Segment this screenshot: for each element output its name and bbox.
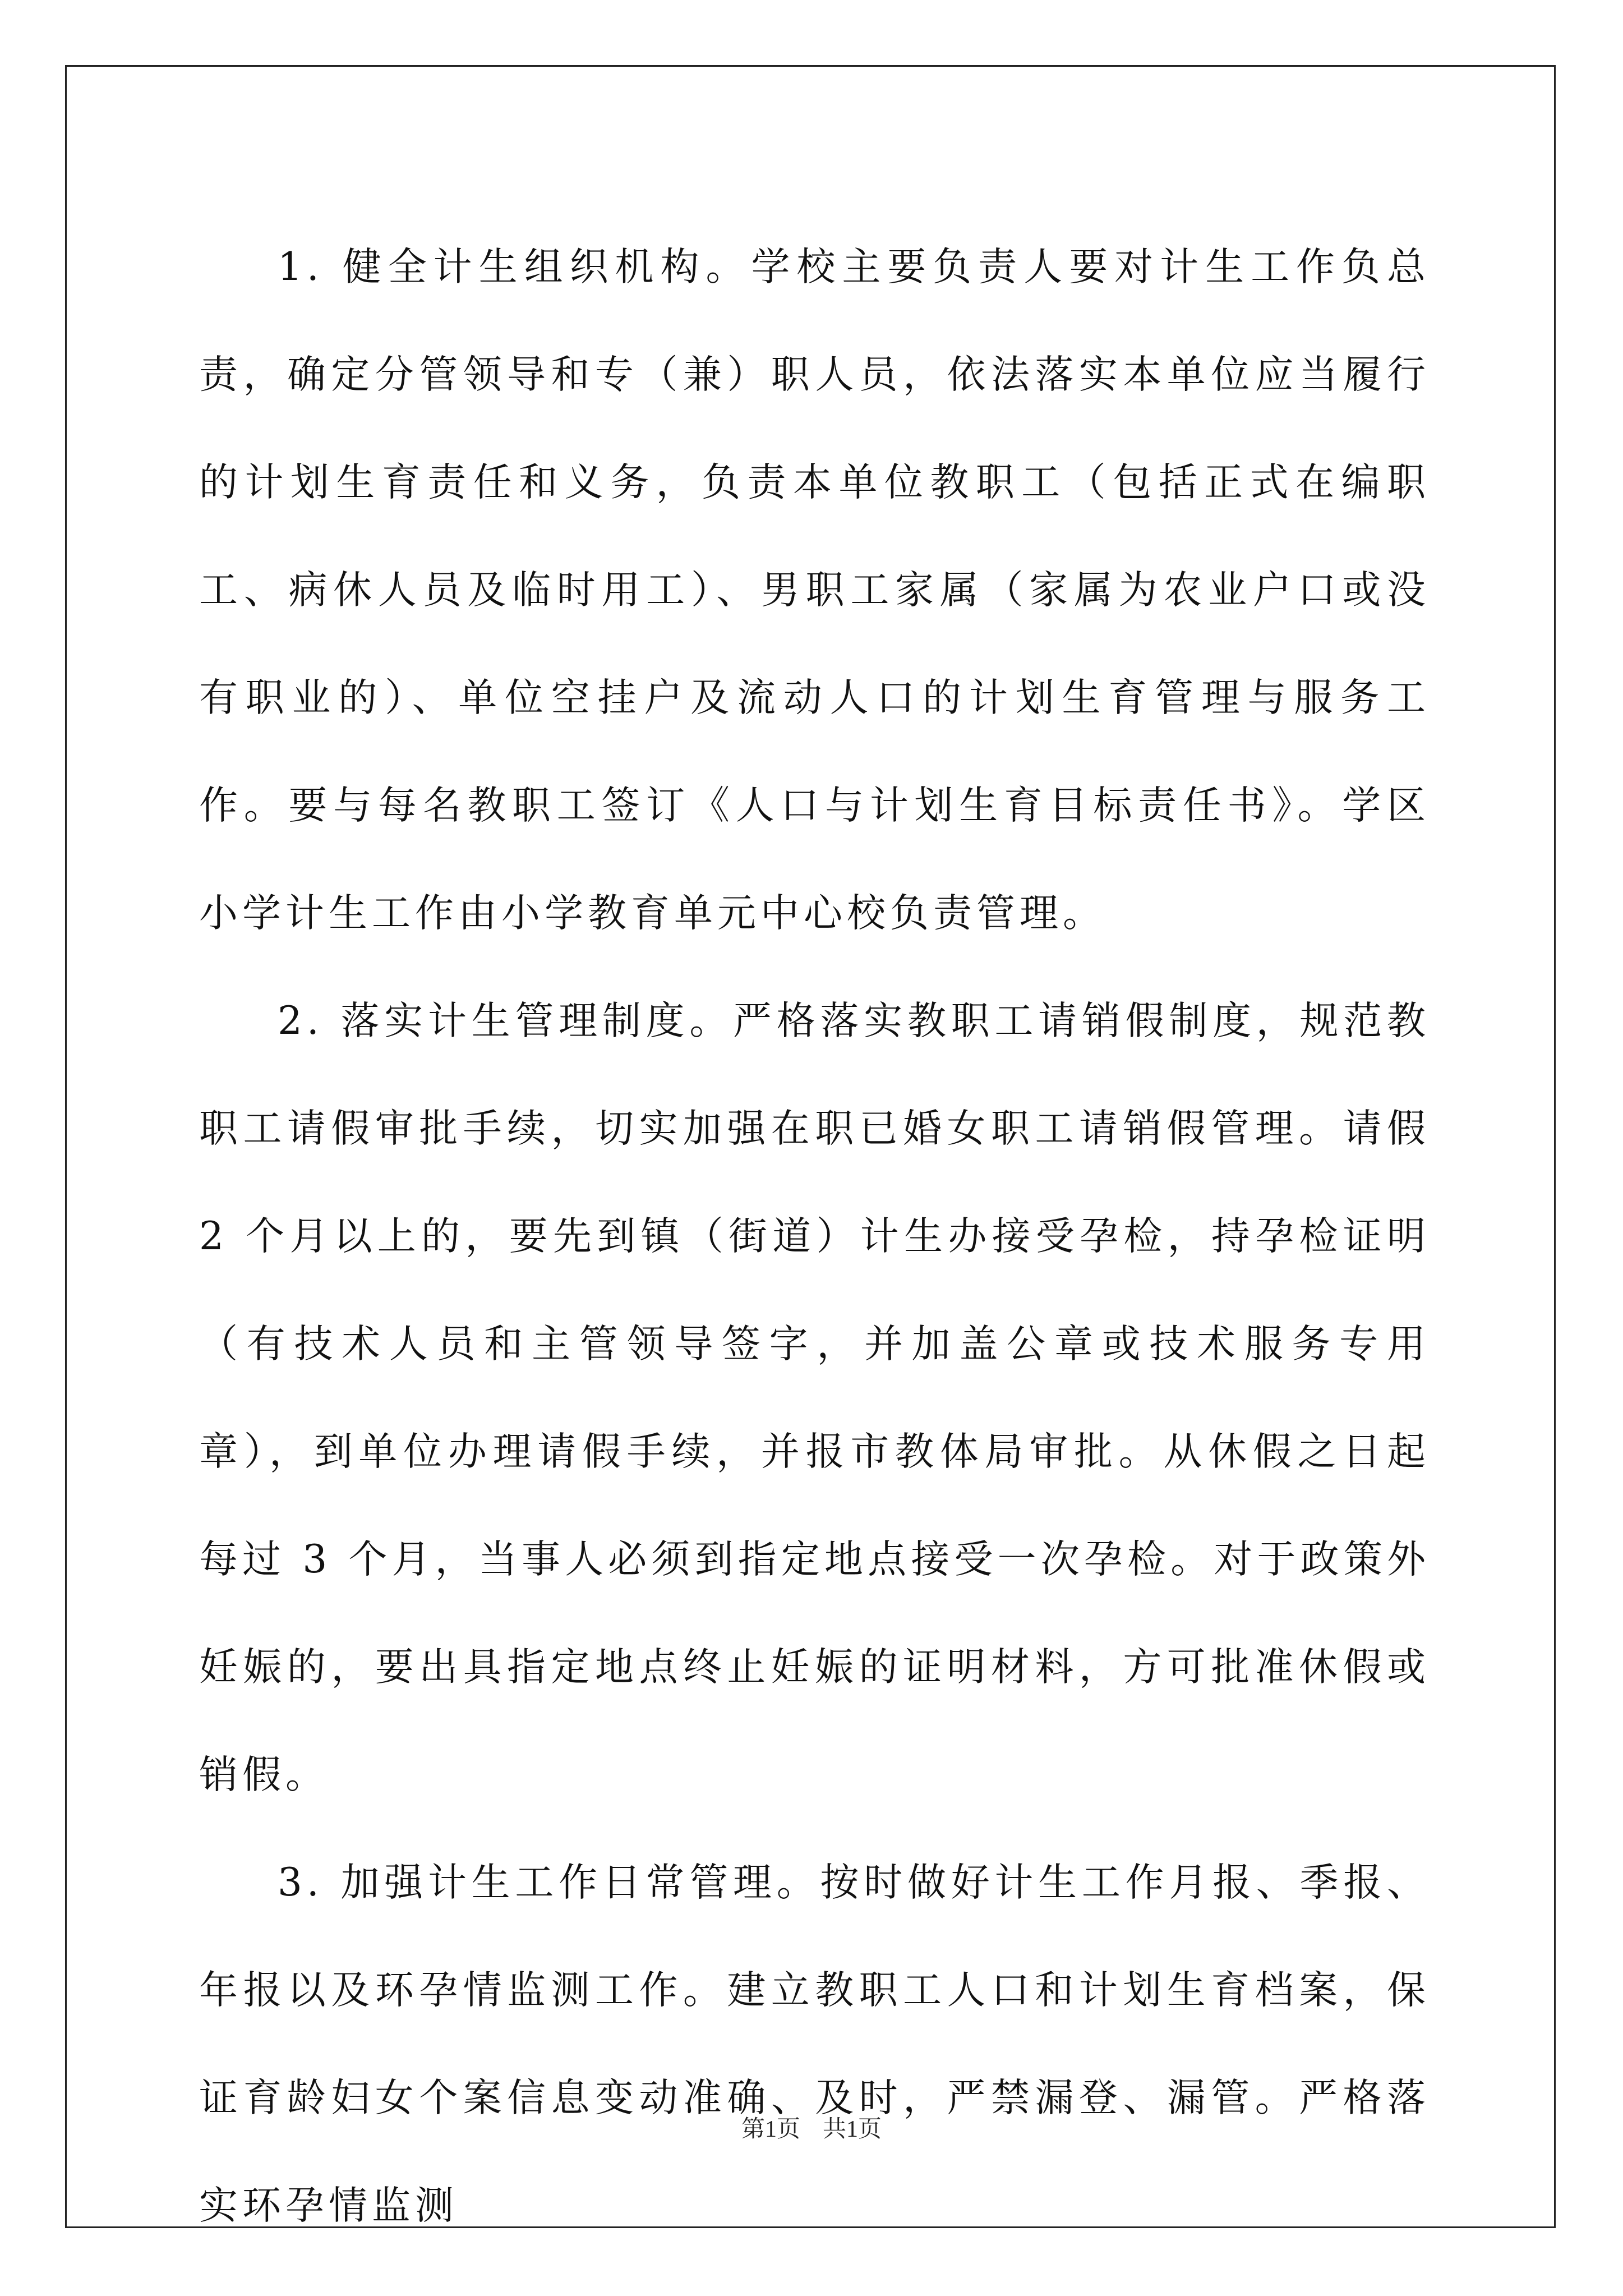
paragraph-1: 1. 健全计生组织机构。学校主要负责人要对计生工作负总责，确定分管领导和专（兼）职人员，依法落实本单位应当履行的计划生育责任和义务，负责本单位教职工（包括正式在编职工、病休人员及临时用工）、男职工家属（家属为农业户口或没有职业的）、单位空挂户及流动人口的计划生育管理与服务工作。要与每名教职工签订《人口与计划生育目标责任书》。学区小学计生工作由小学教育单元中心校负责管理。 bbox=[199, 245, 1430, 936]
paragraph-2: 2. 落实计生管理制度。严格落实教职工请销假制度，规范教职工请假审批手续，切实加强在职已婚女职工请销假管理。请假 2 个月以上的，要先到镇（街道）计生办接受孕检，持孕检证明（有技术人员和主管领导签字，并加盖公章或技术服务专用章），到单位办理请假手续，并报市教体局审批。从休假之日起每过 3 个月，当事人必须到指定地点接受一次孕检。对于政策外妊娠的，要出具指定地点终止妊娠的证明材料，方可批准休假或销假。 bbox=[199, 999, 1430, 1797]
page-footer bbox=[0, 2110, 1623, 2144]
document-body bbox=[199, 213, 1430, 2260]
paragraph-3: 3. 加强计生工作日常管理。按时做好计生工作月报、季报、年报以及环孕情监测工作。建立教职工人口和计划生育档案，保证育龄妇女个案信息变动准确、及时，严禁漏登、漏管。严格落实环孕情监测 bbox=[199, 1860, 1430, 2228]
page-total: 共1页 bbox=[823, 2116, 882, 2142]
page-number: 第1页 bbox=[741, 2116, 800, 2142]
